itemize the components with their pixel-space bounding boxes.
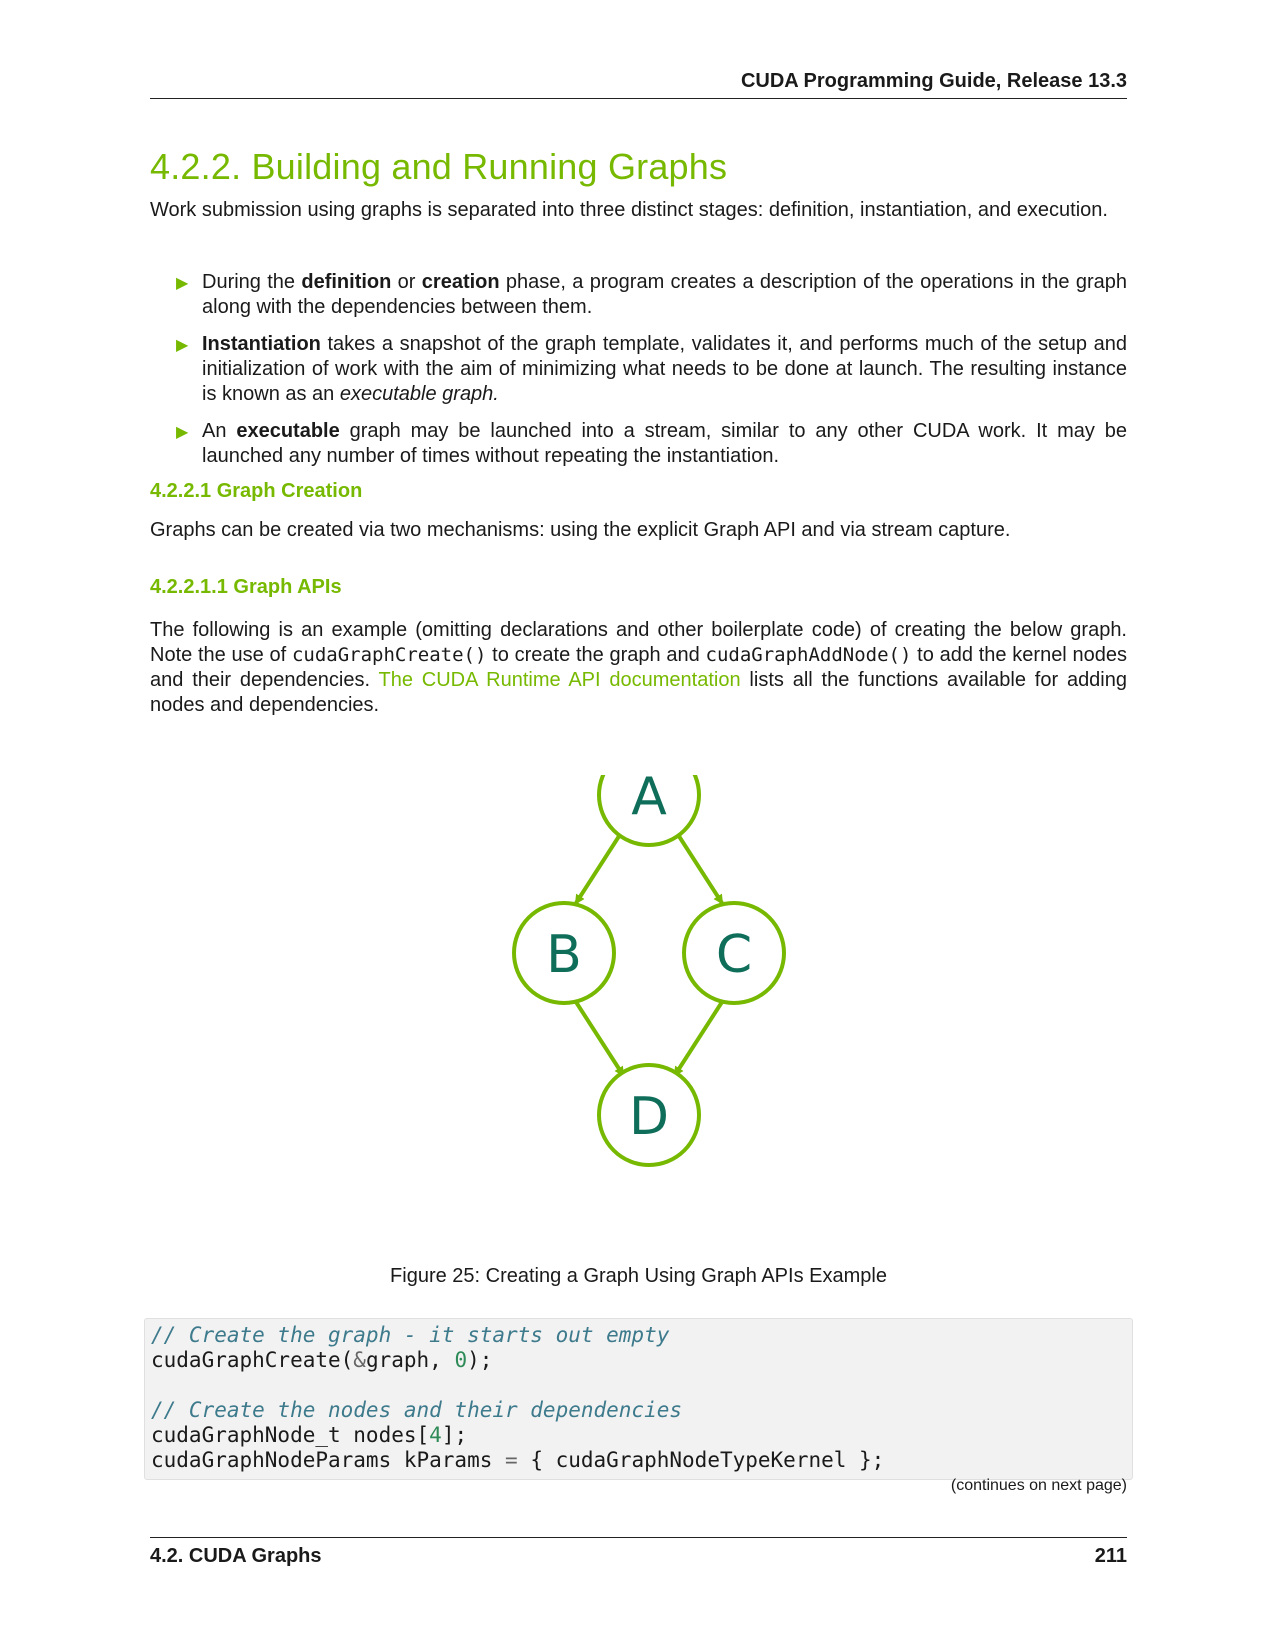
triangle-bullet-icon: ▶ [176, 424, 189, 441]
figure-caption: Figure 25: Creating a Graph Using Graph APIs Example [390, 1265, 887, 1287]
triangle-bullet-icon: ▶ [176, 275, 189, 292]
section-title: 4.2.2. Building and Running Graphs [150, 146, 728, 187]
code-line-blank [151, 1373, 1132, 1398]
node-label: D [628, 1087, 670, 1147]
graph-figure [480, 775, 810, 1235]
footer-rule [150, 1537, 1127, 1538]
graph-apis-paragraph: The following is an example (omitting declarations and other boilerplate code) of creating the below graph. Note the use of cudaGraphCreate() to create the graph and cudaGraphAddNode() to add the kernel nodes and their dependencies. The CUDA Runtime API documentation lists all the functions available for adding nodes and dependencies. [150, 619, 1127, 716]
graph-diagram [480, 775, 810, 1235]
subsection-title: 4.2.2.1 Graph Creation [150, 480, 363, 502]
code-line: // Create the graph - it starts out empty [151, 1323, 670, 1347]
list-item: ▶ Instantiation takes a snapshot of the graph template, validates it, and performs much of the setup and initialization of work with the aim of minimizing what needs to be done at launch. The resulting instance is known as an executable graph. [176, 333, 1127, 405]
graph-node-c [684, 903, 784, 1003]
header-rule [150, 98, 1127, 99]
list-item: ▶ During the definition or creation phase, a program creates a description of the operations in the graph along with the dependencies between them. [176, 271, 1127, 318]
edge-c-d [675, 1002, 722, 1075]
node-label: B [546, 925, 582, 985]
code-line: cudaGraphNodeParams kParams = { cudaGraphNodeTypeKernel }; [151, 1448, 885, 1472]
graph-node-d [599, 1065, 699, 1165]
subsection-text: Graphs can be created via two mechanisms: using the explicit Graph API and via stream capture. [150, 519, 1011, 541]
continues-note: (continues on next page) [950, 1477, 1127, 1494]
edge-b-d [576, 1002, 623, 1075]
inline-code: cudaGraphCreate() [291, 644, 487, 666]
code-line: cudaGraphCreate(&graph, 0); [151, 1348, 493, 1372]
section-intro: Work submission using graphs is separated into three distinct stages: definition, instantiation, and execution. [150, 199, 1108, 221]
running-header: CUDA Programming Guide, Release 13.3 [740, 70, 1127, 92]
subsubsection-title: 4.2.2.1.1 Graph APIs [150, 576, 342, 598]
list-item: ▶ An executable graph may be launched into a stream, similar to any other CUDA work. It may be launched any number of times without repeating the instantiation. [176, 420, 1127, 467]
triangle-bullet-icon: ▶ [176, 337, 189, 354]
runtime-api-doc-link[interactable]: The CUDA Runtime API documentation [378, 669, 741, 691]
edge-a-b [576, 830, 623, 903]
edge-a-c [675, 830, 722, 903]
graph-node-a [599, 775, 699, 845]
page-number: 211 [1094, 1545, 1127, 1567]
code-block[interactable] [144, 1318, 1133, 1480]
node-label: C [715, 925, 753, 985]
graph-node-b [514, 903, 614, 1003]
code-line: // Create the nodes and their dependencies [151, 1398, 683, 1422]
code-line: cudaGraphNode_t nodes[4]; [151, 1423, 468, 1447]
inline-code: cudaGraphAddNode() [705, 644, 912, 666]
footer-section: 4.2. CUDA Graphs [150, 1545, 322, 1567]
stage-list [150, 270, 1127, 481]
node-label: A [631, 775, 667, 827]
